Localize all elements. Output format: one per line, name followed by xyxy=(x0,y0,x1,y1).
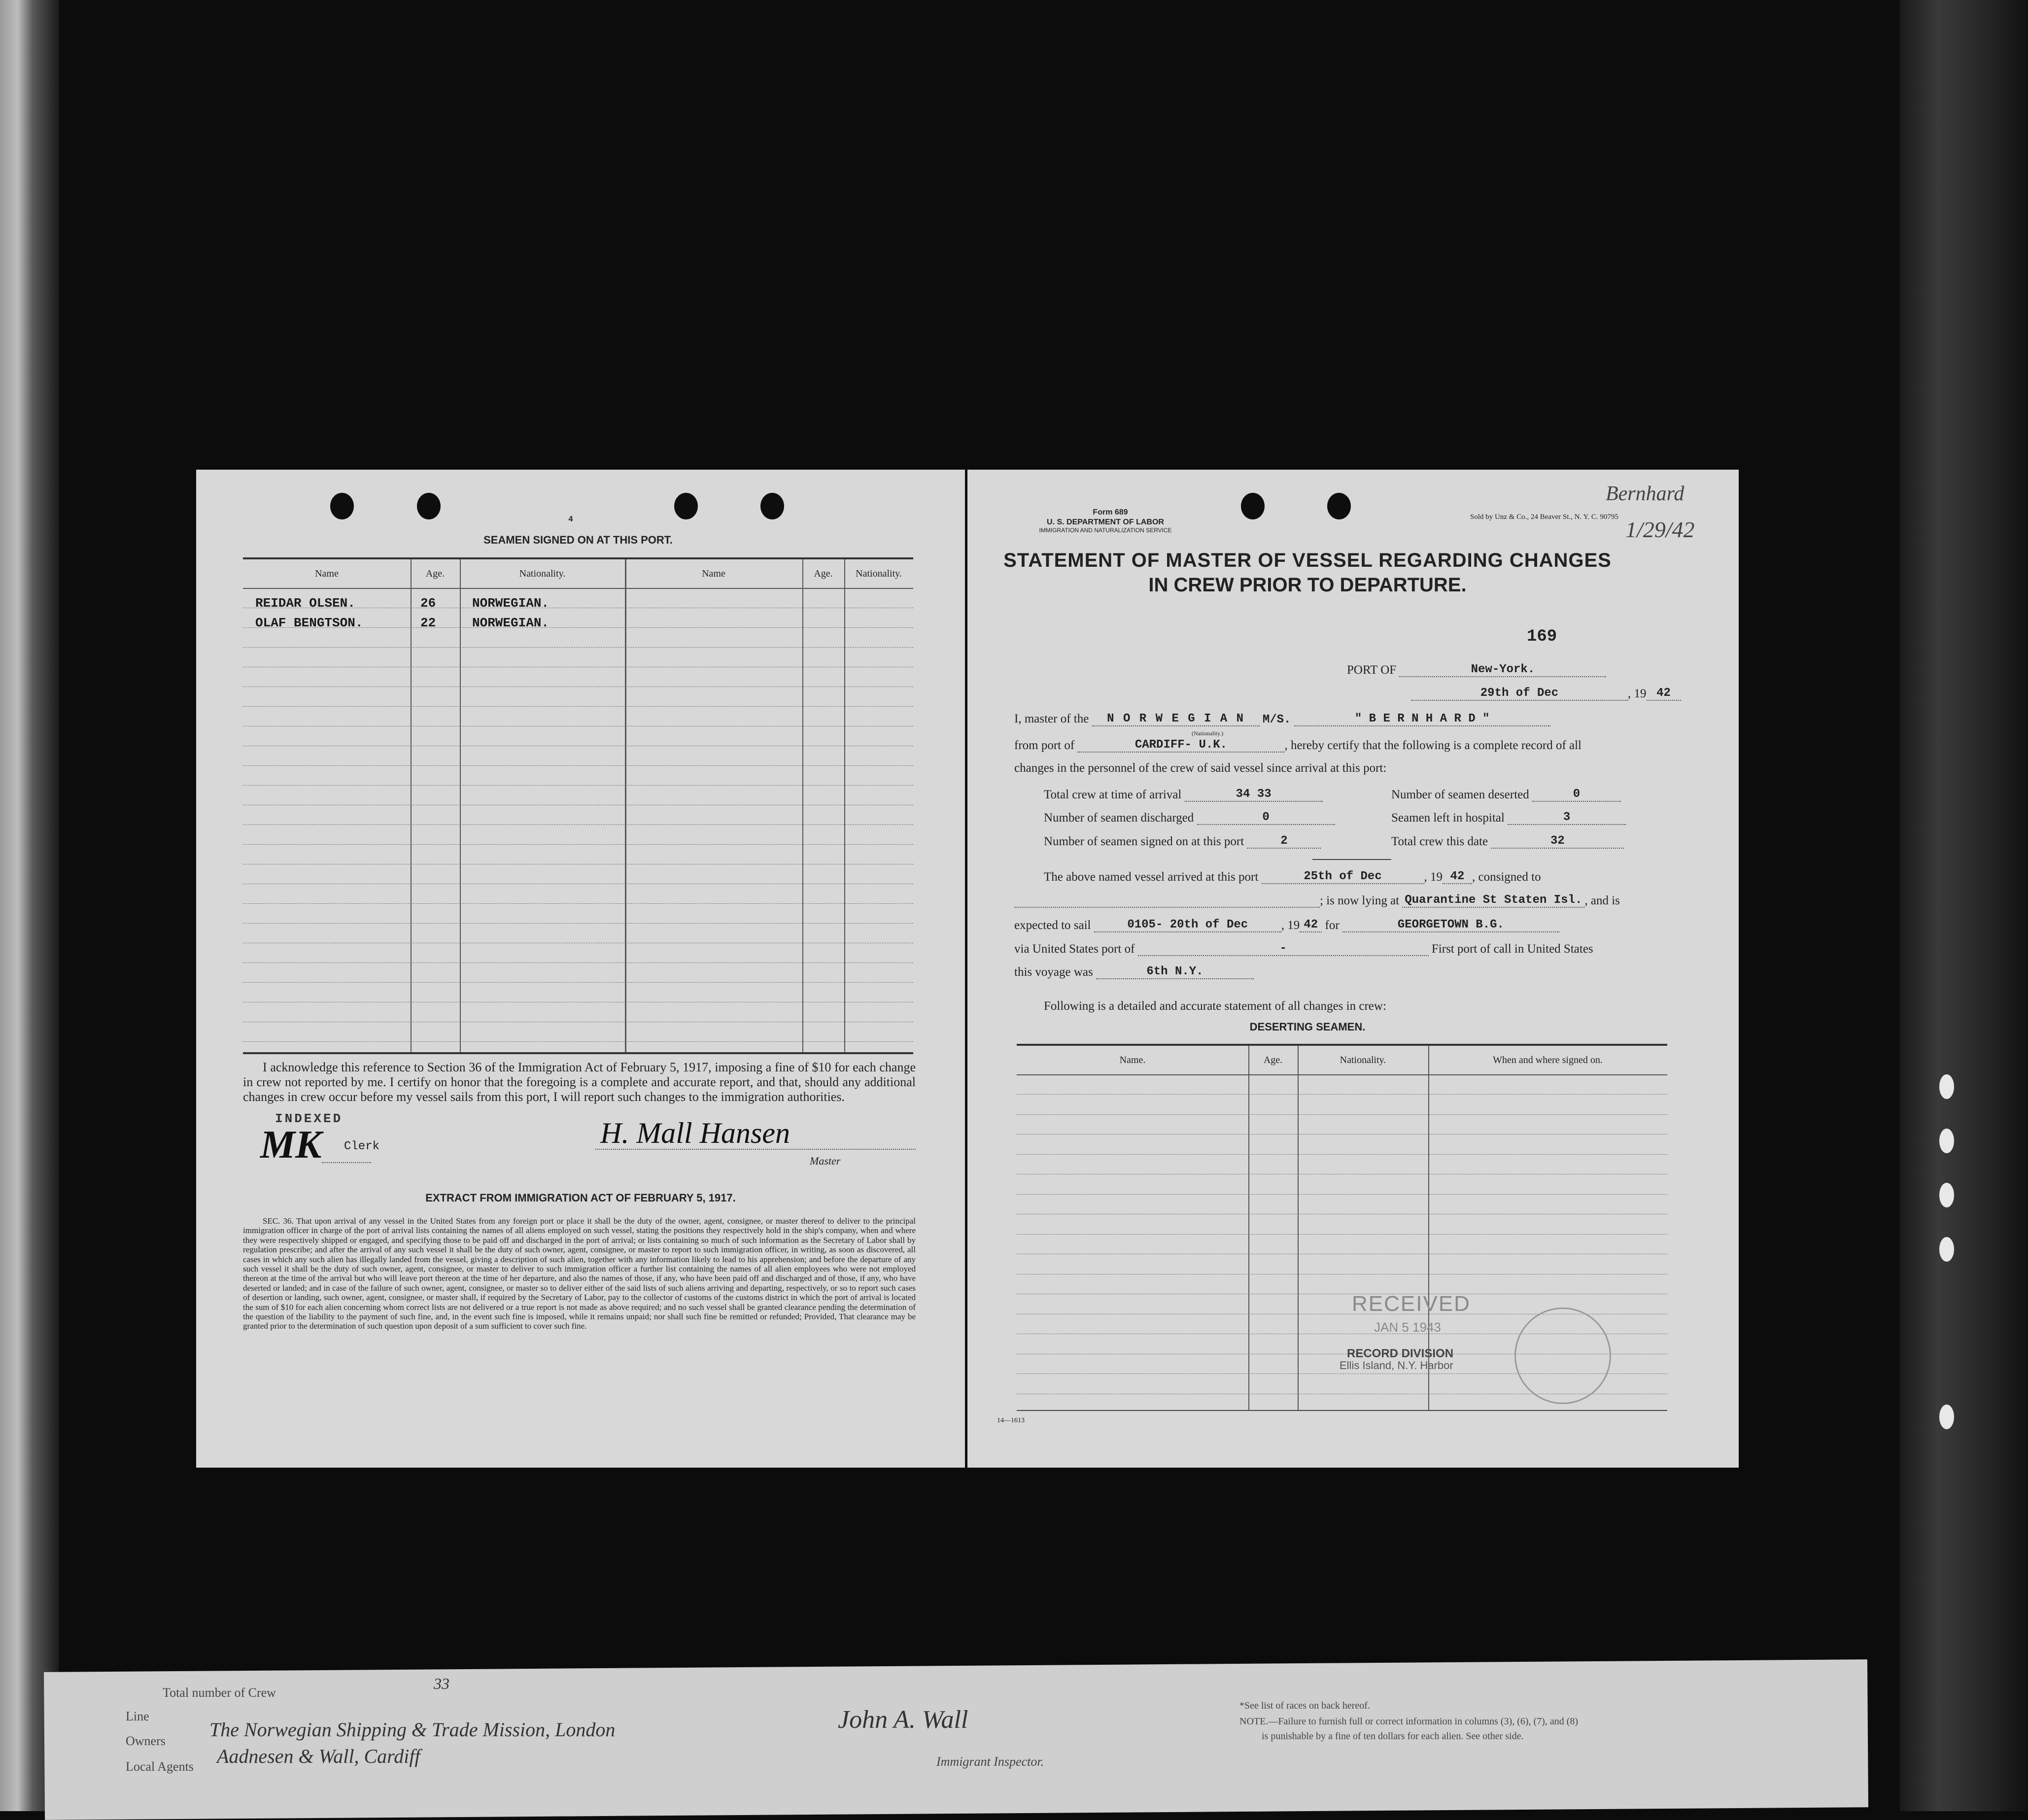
total-crew-value: 33 xyxy=(434,1675,449,1692)
master-row xyxy=(1014,712,1550,726)
col-name: Name. xyxy=(1119,1055,1146,1065)
table-row-rule xyxy=(243,923,913,924)
record-division-stamp: RECORD DIVISION xyxy=(1347,1347,1454,1360)
table-row-rule xyxy=(243,824,913,825)
nationality-value: N O R W E G I A N xyxy=(1092,712,1260,726)
table-row-rule xyxy=(1017,1114,1667,1115)
date-row: 29th of Dec , 19 42 xyxy=(1411,687,1681,701)
inspector-label: Immigrant Inspector. xyxy=(936,1754,1044,1769)
year-prefix-expected: 19 xyxy=(1287,919,1300,932)
clerk-initials: MK xyxy=(260,1123,322,1167)
following-text: Following is a detailed and accurate statement of all changes in crew: xyxy=(1044,999,1386,1013)
master-of-label: I, master of the xyxy=(1014,712,1089,725)
expected-label: expected to sail xyxy=(1014,919,1091,932)
crew-arrival-value: 34 33 xyxy=(1185,788,1323,802)
arrived-label: The above named vessel arrived at this port xyxy=(1044,870,1259,884)
row1-age: 26 xyxy=(420,596,436,611)
handwritten-vessel: Bernhard xyxy=(1606,482,1684,505)
table-row-rule xyxy=(243,706,913,707)
table-row-rule xyxy=(1017,1194,1667,1195)
table-row-rule xyxy=(243,844,913,845)
department: U. S. DEPARTMENT OF LABOR xyxy=(1047,518,1164,526)
received-stamp-date: JAN 5 1943 xyxy=(1374,1320,1441,1335)
discharged-row xyxy=(1044,811,1335,825)
expected-row: expected to sail 0105- 20th of Dec , 19 42 for GEORGETOWN B.G. xyxy=(1014,918,1559,932)
punch-hole xyxy=(1327,493,1351,519)
row1-name: REIDAR OLSEN. xyxy=(255,596,355,611)
for-label: for xyxy=(1325,919,1340,932)
circular-postmark xyxy=(1514,1307,1611,1404)
table-row-rule xyxy=(243,962,913,963)
owners-label: Owners xyxy=(126,1734,166,1748)
and-is: , and is xyxy=(1584,894,1620,907)
year-prefix-arrived: 19 xyxy=(1430,870,1443,884)
expected-year: 42 xyxy=(1300,918,1322,932)
master-label: Master xyxy=(810,1155,841,1167)
table-row-rule xyxy=(1017,1094,1667,1095)
line-label: Line xyxy=(126,1709,149,1723)
indexed-stamp: INDEXED xyxy=(275,1111,343,1126)
table-row-rule xyxy=(243,903,913,904)
table-row-rule xyxy=(243,765,913,766)
master-signature: H. Mall Hansen xyxy=(600,1117,790,1149)
binder-hole xyxy=(1939,1129,1954,1153)
form-title-line1: STATEMENT OF MASTER OF VESSEL REGARDING CHANGES xyxy=(1003,549,1612,571)
table-row-rule xyxy=(243,982,913,983)
deserted-value: 0 xyxy=(1532,788,1621,802)
total-row xyxy=(1391,834,1624,849)
lying-value: Quarantine St Staten Isl. xyxy=(1402,893,1584,908)
col-nationality: Nationality. xyxy=(519,568,566,579)
col-when-where: When and where signed on. xyxy=(1493,1055,1603,1065)
col-age: Age. xyxy=(425,568,445,579)
signed-value: 2 xyxy=(1247,834,1321,849)
binder-hole xyxy=(1939,1405,1954,1429)
punch-hole xyxy=(1241,493,1265,519)
left-page xyxy=(196,470,965,1468)
nationality-caption: (Nationality.) xyxy=(1192,730,1224,737)
from-port-value: CARDIFF- U.K. xyxy=(1077,738,1284,753)
punch-hole xyxy=(417,493,441,519)
voyage-row xyxy=(1014,965,1254,979)
port-value: New-York. xyxy=(1399,663,1606,677)
agents-value: Aadnesen & Wall, Cardiff xyxy=(217,1745,420,1767)
deserting-seamen-title: DESERTING SEAMEN. xyxy=(1249,1021,1366,1033)
certify-text: , hereby certify that the following is a complete record of all xyxy=(1284,739,1582,752)
year-prefix: 19 xyxy=(1634,687,1647,700)
inspector-signature: John A. Wall xyxy=(838,1706,968,1734)
note-races: *See list of races on back hereof. xyxy=(1239,1700,1370,1711)
row2-name: OLAF BENGTSON. xyxy=(255,616,363,630)
hospital-value: 3 xyxy=(1508,811,1626,825)
binder-edge-left xyxy=(0,0,59,1811)
via-label: via United States port of xyxy=(1014,942,1135,956)
right-page xyxy=(967,470,1739,1468)
table-row-rule xyxy=(243,647,913,648)
table-row-rule xyxy=(243,1041,913,1042)
seamen-signed-title: SEAMEN SIGNED ON AT THIS PORT. xyxy=(483,534,673,546)
extract-text: SEC. 36. That upon arrival of any vessel in the United States from any foreign port or place it shall be the duty of the owner, agent, consignee, or master thereof to deliver to the principal immigration officer in charge of the port of arrival lists containing the names of all aliens employed on such vessel, stating the positions they respectively hold in the ship's company, when and where they were respectively shipped or engaged, and specifying those to be paid off and discharged in the port of arrival; or lists containing so much of such information as the Secretary of Labor shall by regulation prescribe; and after the arrival of any such vessel it shall be the duty of such owner, agent, consignee, or master to report to such immigration officer, in writing, as soon as discovered, all cases in which any such alien has illegally landed from the vessel, giving a description of such alien, together with any information likely to lead to his apprehension; and before the departure of any such vessel it shall be the duty of such owner, agent, consignee, or master to deliver to such immigration officer a further list containing the names of all alien employees who were not employed thereon at the time of the arrival but who will leave port thereon at the time of her departure, and also the names of those, if any, who have been paid off and discharged and of those, if any, who have deserted or landed; and in case of the failure of such owner, agent, consignee, or master so to deliver either of the said lists of such aliens arriving and departing, respectively, or so to report such cases of desertion or landing, such owner, agent, consignee, or master shall, if required by the Secretary of Labor, pay to the collector of customs of the customs district in which the port of arrival is located the sum of $10 for each alien concerning whom correct lists are not delivered or a true report is not made as above required; and no such vessel shall be granted clearance pending the determination of the question of the liability to the payment of such fine, and, in the event such fine is imposed, while it remains unpaid; nor shall such fine be remitted or refunded; Provided, That clearance may be granted prior to the determination of such question upon deposit of a sum sufficient to cover such fine. xyxy=(243,1216,916,1331)
col-nationality: Nationality. xyxy=(1340,1055,1386,1065)
arrived-row: The above named vessel arrived at this port 25th of Dec , 19 42 , consigned to xyxy=(1044,870,1541,884)
row2-age: 22 xyxy=(420,616,436,630)
punch-hole xyxy=(330,493,354,519)
row2-nationality: NORWEGIAN. xyxy=(472,616,550,630)
table-row-rule xyxy=(1017,1154,1667,1155)
form-title-line2: IN CREW PRIOR TO DEPARTURE. xyxy=(1148,574,1467,596)
list-number: 169 xyxy=(1527,627,1557,646)
year-value: 42 xyxy=(1647,687,1681,701)
punch-hole xyxy=(760,493,784,519)
hospital-label: Seamen left in hospital xyxy=(1391,811,1505,824)
signed-on-table xyxy=(243,557,913,1052)
owners-value: The Norwegian Shipping & Trade Mission, London xyxy=(209,1718,616,1741)
signed-label: Number of seamen signed on at this port xyxy=(1044,835,1244,848)
col-age: Age. xyxy=(1263,1055,1283,1065)
row1-nationality: NORWEGIAN. xyxy=(472,596,550,611)
lying-row xyxy=(1014,893,1620,908)
total-crew-label: Total number of Crew xyxy=(163,1685,276,1700)
sold-by: Sold by Unz & Co., 24 Beaver St., N. Y. C. 90795 xyxy=(1470,513,1618,521)
page-number: 4 xyxy=(568,515,573,523)
received-stamp: RECEIVED xyxy=(1352,1292,1471,1316)
punch-hole xyxy=(674,493,698,519)
col-name-2: Name xyxy=(702,568,725,579)
voyage-value: 6th N.Y. xyxy=(1096,965,1254,979)
consigned-label: , consigned to xyxy=(1472,870,1541,884)
via-row xyxy=(1014,942,1593,956)
extract-title: EXTRACT FROM IMMIGRATION ACT OF FEBRUARY 5, 1917. xyxy=(425,1192,736,1204)
col-name: Name xyxy=(315,568,339,579)
from-port-label: from port of xyxy=(1014,739,1075,752)
port-label: PORT OF xyxy=(1347,663,1397,677)
from-port-row xyxy=(1014,738,1581,753)
via-value: - xyxy=(1138,942,1429,956)
footer-code: 14—1613 xyxy=(997,1417,1025,1424)
crew-arrival-label: Total crew at time of arrival xyxy=(1044,788,1182,801)
arrived-value: 25th of Dec xyxy=(1262,870,1424,884)
hospital-row xyxy=(1391,811,1626,825)
destination-value: GEORGETOWN B.G. xyxy=(1342,918,1559,932)
voyage-label: this voyage was xyxy=(1014,965,1093,979)
port-row xyxy=(1347,663,1606,677)
date-value: 29th of Dec xyxy=(1411,687,1628,701)
binder-edge-right xyxy=(1900,0,2028,1811)
binder-hole xyxy=(1939,1183,1954,1207)
handwritten-date: 1/29/42 xyxy=(1625,517,1695,542)
col-age-2: Age. xyxy=(814,568,833,579)
discharged-label: Number of seamen discharged xyxy=(1044,811,1194,824)
first-port-label: First port of call in United States xyxy=(1431,942,1593,956)
vessel-type: M/S. xyxy=(1262,713,1291,726)
crew-arrival-row xyxy=(1044,788,1323,802)
binder-hole xyxy=(1939,1237,1954,1262)
deserted-label: Number of seamen deserted xyxy=(1391,788,1529,801)
table-row-rule xyxy=(243,785,913,786)
total-label: Total crew this date xyxy=(1391,835,1488,848)
expected-value: 0105- 20th of Dec xyxy=(1094,918,1281,932)
discharged-value: 0 xyxy=(1197,811,1335,825)
signed-row xyxy=(1044,834,1321,849)
acknowledgement-text: I acknowledge this reference to Section 36 of the Immigration Act of February 5, 1917, imposing a fine of $10 for each change in crew not reported by me. I certify on honor that the foregoing is a complete and accurate report, and that, should any additional changes in crew occur before my vessel sails from this port, I will report such changes to the immigration authorities. xyxy=(243,1060,916,1104)
vessel-name: " B E R N H A R D " xyxy=(1294,712,1550,726)
lying-label: ; is now lying at xyxy=(1320,894,1400,907)
arrived-year: 42 xyxy=(1443,870,1472,884)
note-failure: NOTE.—Failure to furnish full or correct information in columns (3), (6), (7), and (8) xyxy=(1239,1716,1579,1727)
total-value: 32 xyxy=(1491,834,1624,849)
service: IMMIGRATION AND NATURALIZATION SERVICE xyxy=(1039,527,1172,534)
col-nationality-2: Nationality. xyxy=(856,568,902,579)
record-location-stamp: Ellis Island, N.Y. Harbor xyxy=(1340,1359,1453,1372)
note-fine: is punishable by a fine of ten dollars for each alien. See other side. xyxy=(1262,1731,1524,1742)
form-number: Form 689 xyxy=(1093,508,1128,516)
changes-text: changes in the personnel of the crew of said vessel since arrival at this port: xyxy=(1014,761,1387,775)
binder-hole xyxy=(1939,1074,1954,1099)
table-row-rule xyxy=(1017,1234,1667,1235)
agents-label: Local Agents xyxy=(126,1759,194,1774)
deserted-row xyxy=(1391,788,1621,802)
clerk-label: Clerk xyxy=(344,1140,380,1153)
